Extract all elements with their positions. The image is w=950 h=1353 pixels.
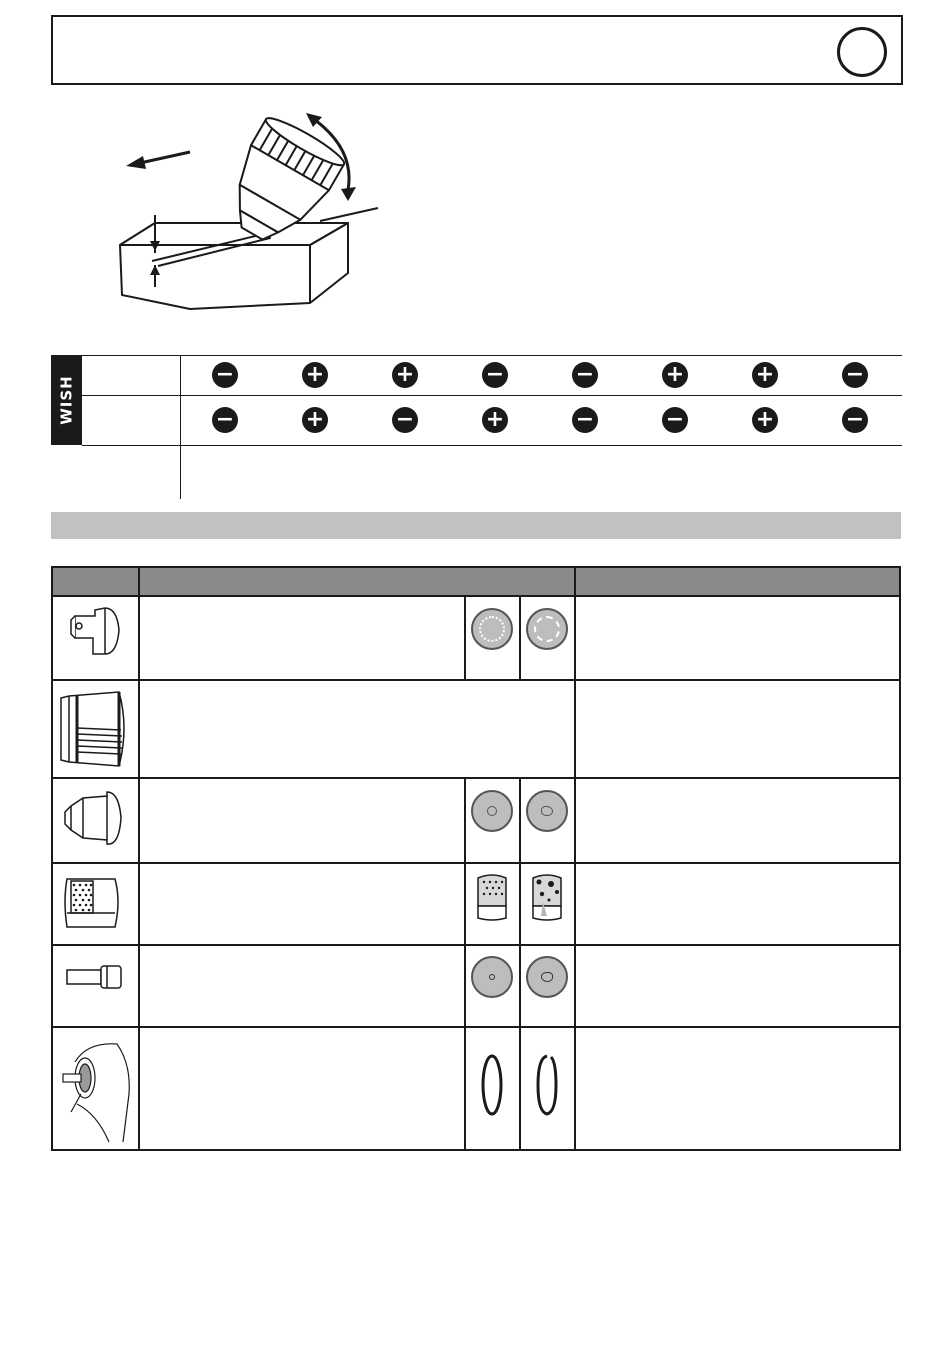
col-header-action (576, 568, 899, 595)
wish-label: WISH (51, 355, 82, 445)
plus-icon: + (302, 362, 328, 388)
nozzle-damaged-icon (526, 790, 568, 832)
language-badge (837, 27, 887, 77)
plus-icon: + (752, 407, 778, 433)
wish-line-bottom (82, 445, 902, 446)
wish-line-top (82, 355, 902, 356)
plus-icon: + (662, 362, 688, 388)
plus-icon: + (392, 362, 418, 388)
minus-icon: − (572, 407, 598, 433)
o-ring-broken-icon (532, 1050, 562, 1120)
minus-icon: − (212, 407, 238, 433)
o-ring-ok-icon (477, 1050, 507, 1120)
plus-icon: + (752, 362, 778, 388)
swirl-ring-icon (61, 604, 131, 659)
wish-line-mid (82, 395, 902, 396)
shield-ok-icon (474, 872, 510, 922)
minus-icon: − (392, 407, 418, 433)
section-bar (51, 512, 901, 539)
minus-icon: − (842, 407, 868, 433)
header-box (51, 15, 903, 85)
shield-spattered-icon (529, 872, 565, 922)
electrode-worn-icon (526, 956, 568, 998)
plus-icon: + (482, 407, 508, 433)
electrode-ok-icon (471, 956, 513, 998)
minus-icon: − (212, 362, 238, 388)
retaining-cap-icon (57, 688, 135, 772)
col-header-part (53, 568, 138, 595)
swirl-ring-ok-icon (471, 608, 513, 650)
plus-icon: + (302, 407, 328, 433)
electrode-icon (65, 958, 127, 998)
minus-icon: − (572, 362, 598, 388)
parts-table (51, 566, 901, 1151)
col-header-condition (140, 568, 574, 595)
shield-icon (61, 871, 131, 935)
minus-icon: − (842, 362, 868, 388)
torch-head-o-ring-icon (57, 1034, 135, 1144)
torch-cutting-figure (110, 105, 400, 320)
wish-divider (180, 355, 181, 499)
swirl-ring-worn-icon (526, 608, 568, 650)
minus-icon: − (662, 407, 688, 433)
nozzle-icon (63, 788, 133, 852)
nozzle-ok-icon (471, 790, 513, 832)
minus-icon: − (482, 362, 508, 388)
